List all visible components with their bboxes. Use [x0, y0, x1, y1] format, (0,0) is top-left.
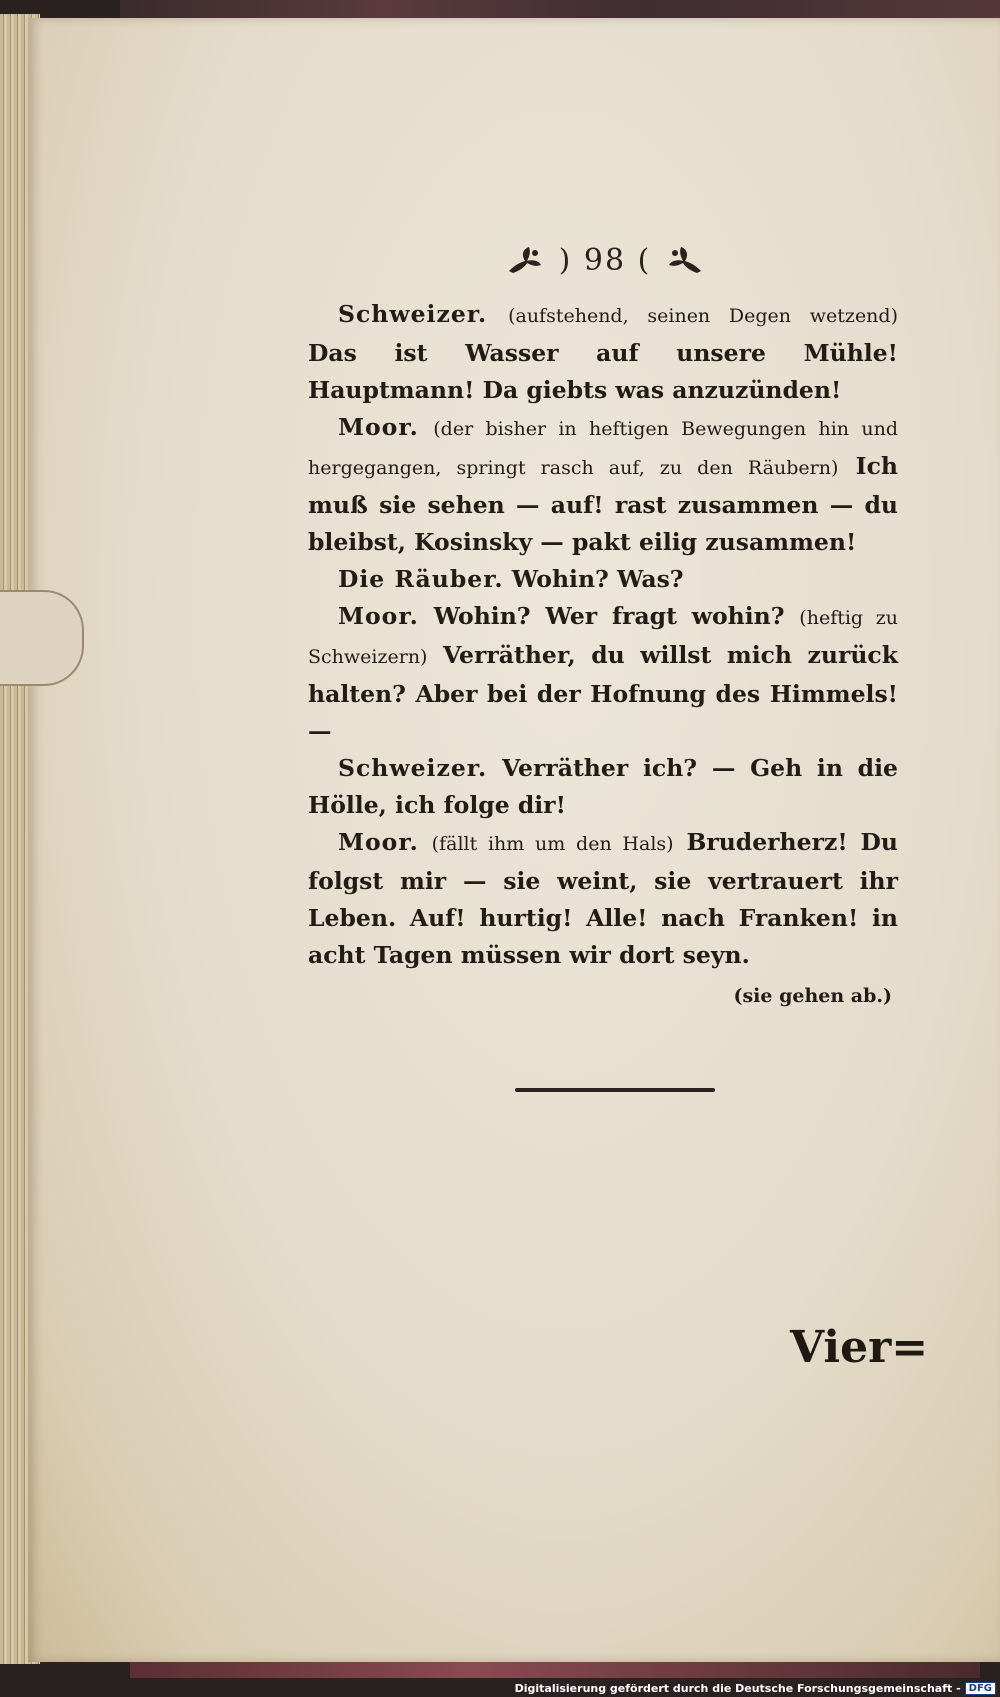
book-binding-bottom — [130, 1660, 980, 1678]
section-divider — [515, 1088, 715, 1092]
dialogue-line: Wohin? Was? — [511, 565, 684, 593]
paragraph-schweizer-1 — [308, 296, 898, 409]
digitization-credit — [515, 1679, 996, 1697]
dialogue-line: Wohin? Wer fragt wohin? — [433, 602, 785, 630]
page-number: ) 98 ( — [558, 242, 652, 278]
paragraph-moor-1 — [308, 409, 898, 561]
stage-direction: (fällt ihm um den Hals) — [431, 833, 674, 855]
dialogue-line: Verräther, du willst mich zurück halten? Aber bei der Hofnung des Himmels! — — [308, 641, 898, 745]
exit-stage-direction: (sie gehen ab.) — [733, 985, 892, 1007]
speaker-name: Moor. — [338, 828, 419, 856]
dialogue-line: Bruderherz! Du folgst mir — sie weint, sie vertrauert ihr Leben. Auf! hurtig! Alle! nach Franken! in acht Tagen müssen wir dort seyn. — [308, 828, 898, 969]
page-header — [490, 238, 720, 282]
stage-direction: (aufstehend, seinen Degen wetzend) — [508, 305, 898, 327]
stage-direction: (heftig zu Schweizern) — [308, 607, 898, 668]
speaker-name: Schweizer. — [338, 300, 488, 328]
stage-direction: (der bisher in heftigen Bewegungen hin und hergegangen, springt rasch auf, zu den Räubern) — [308, 418, 898, 479]
play-text — [308, 296, 898, 1015]
dialogue-line: Das ist Wasser auf unsere Mühle! Hauptmann! Da giebts was anzuzünden! — [308, 339, 898, 404]
speaker-name: Moor. — [338, 413, 419, 441]
speaker-name: Moor. — [338, 602, 419, 630]
paragraph-raeuber — [308, 561, 898, 598]
flower-ornament-right-icon — [665, 243, 705, 277]
paragraph-moor-3 — [308, 824, 898, 974]
page-tab-marker — [0, 590, 84, 686]
dialogue-line: Ich muß sie sehen — auf! rast zusammen — du bleibst, Kosinsky — pakt eilig zusammen! — [308, 452, 898, 556]
paragraph-moor-2 — [308, 598, 898, 750]
paragraph-schweizer-2 — [308, 750, 898, 824]
credit-text: Digitalisierung gefördert durch die Deutsche Forschungsgemeinschaft - — [514, 1681, 961, 1695]
speaker-name: Schweizer. — [338, 754, 488, 782]
flower-ornament-left-icon — [505, 243, 545, 277]
dialogue-line: Verräther ich? — Geh in die Hölle, ich folge dir! — [308, 754, 898, 819]
speaker-name: Die Räuber. — [338, 565, 504, 593]
dfg-logo-icon: DFG — [965, 1682, 996, 1695]
catchword: Vier= — [790, 1322, 929, 1373]
